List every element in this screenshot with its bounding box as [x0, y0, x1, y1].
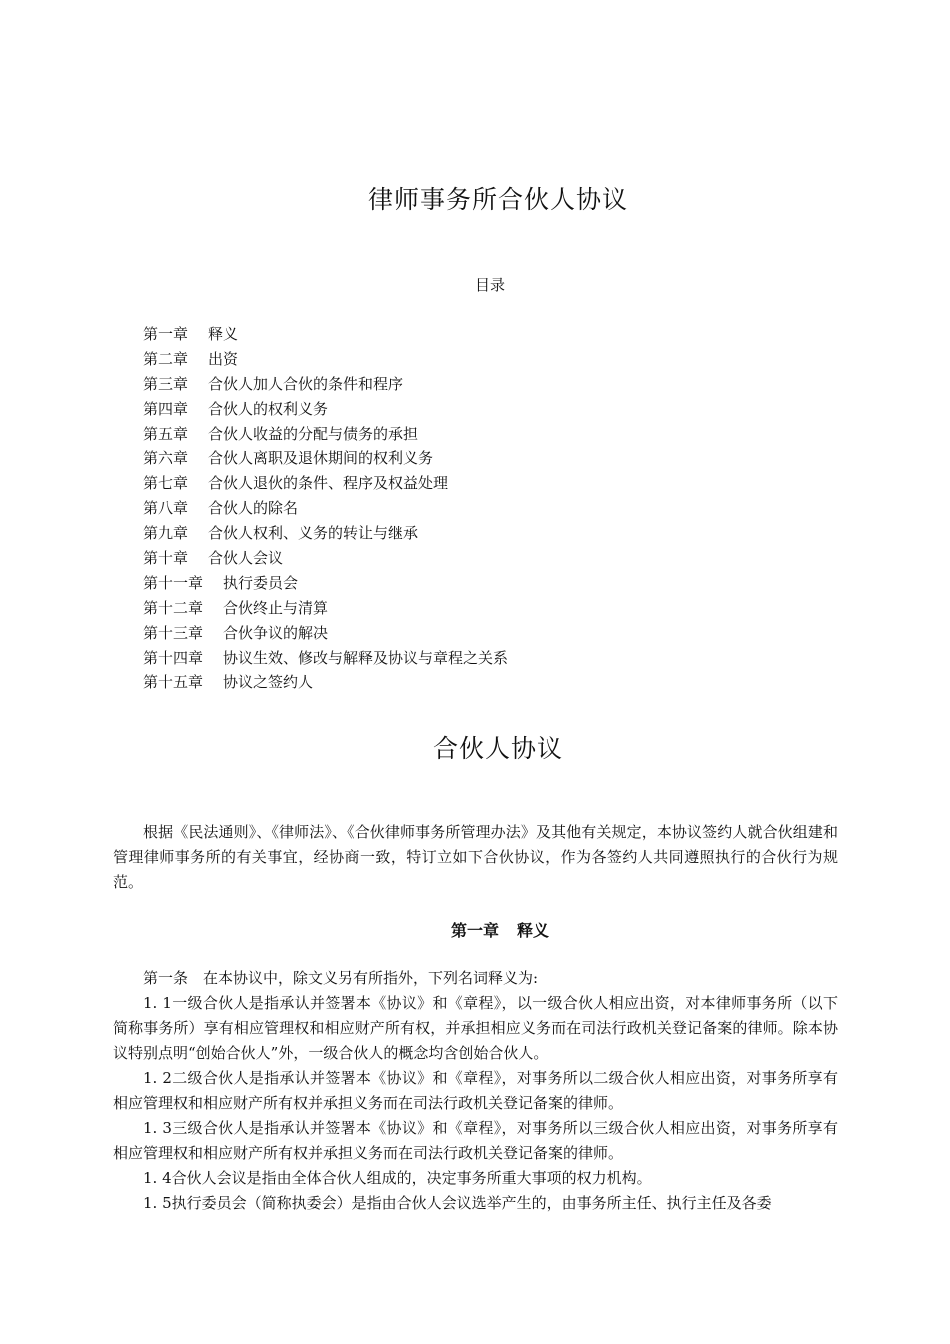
toc-chapter-title: 合伙人离职及退休期间的权利义务: [208, 449, 434, 468]
toc-chapter-title: 合伙人的权利义务: [208, 399, 329, 418]
toc-chapter-number: 第一章: [143, 325, 189, 343]
agreement-title: 合伙人协议: [432, 734, 563, 763]
article-paragraph: 1. 1一级合伙人是指承认并签署本《协议》和《章程》，以一级合伙人相应出资，对本律师事务所（以下简称事务所）享有相应管理权和相应财产所有权，并承担相应义务而在司法行政机关登记备案的律师。除本协议特别点明“创始合伙人”外，一级合伙人的概念均含创始合伙人。: [113, 994, 838, 1062]
chapter-title: 释义: [517, 921, 550, 940]
toc-entry: [143, 596, 508, 621]
toc-chapter-number: 第六章: [143, 449, 189, 468]
chapter-number: 第一章: [450, 921, 499, 940]
toc-chapter-title: 协议之签约人: [223, 673, 314, 692]
toc-chapter-number: 第五章: [143, 424, 189, 443]
toc-chapter-title: 出资: [208, 349, 239, 368]
toc-entry: [143, 621, 508, 646]
toc-entry: [143, 670, 508, 695]
toc-chapter-number: 第八章: [143, 499, 189, 518]
article-paragraph: 1. 4合伙人会议是指由全体合伙人组成的，决定事务所重大事项的权力机构。: [143, 1169, 652, 1187]
toc-chapter-number: 第九章: [143, 524, 189, 543]
toc-entry: [143, 646, 508, 671]
toc-title: 目录: [474, 276, 505, 294]
toc-entry: [143, 571, 508, 596]
toc-chapter-title: 执行委员会: [223, 573, 299, 592]
toc-chapter-title: 合伙争议的解决: [223, 623, 329, 642]
toc-chapter-title: 合伙人的除名: [208, 499, 299, 518]
toc-chapter-number: 第三章: [143, 374, 189, 393]
article-paragraph: 1. 5执行委员会（简称执委会）是指由合伙人会议选举产生的，由事务所主任、执行主任及各委: [143, 1194, 772, 1212]
toc-entry: [143, 496, 508, 521]
toc-chapter-title: 合伙终止与清算: [223, 598, 329, 617]
toc-entry: [143, 546, 508, 571]
toc-chapter-title: 合伙人权利、义务的转让与继承: [208, 524, 419, 543]
article-section: [113, 966, 838, 1216]
toc-chapter-number: 第十三章: [143, 623, 204, 642]
toc-chapter-number: 第四章: [143, 399, 189, 418]
toc-entry: [143, 471, 508, 496]
toc-chapter-number: 第十四章: [143, 648, 204, 667]
article-paragraph: 1. 2二级合伙人是指承认并签署本《协议》和《章程》，对事务所以二级合伙人相应出资，对事务所享有相应管理权和相应财产所有权并承担义务而在司法行政机关登记备案的律师。: [113, 1069, 838, 1112]
toc-entry: [143, 347, 508, 372]
toc-entry: [143, 422, 508, 447]
toc-chapter-number: 第十五章: [143, 673, 204, 692]
preamble-paragraph: 根据《民法通则》、《律师法》、《合伙律师事务所管理办法》及其他有关规定，本协议签约人就合伙组建和管理律师事务所的有关事宜，经协商一致，特订立如下合伙协议，作为各签约人共同遵照执行的合伙行为规范。: [113, 823, 838, 891]
chapter-heading: [50, 918, 950, 941]
toc-entry: [143, 446, 508, 471]
toc-entry: [143, 322, 508, 347]
document-title: 律师事务所合伙人协议: [367, 185, 628, 214]
toc-chapter-title: 合伙人加人合伙的条件和程序: [208, 374, 404, 393]
toc-chapter-number: 第七章: [143, 474, 189, 493]
toc-chapter-title: 释义: [208, 325, 239, 343]
toc-chapter-number: 第十一章: [143, 573, 204, 592]
toc-chapter-title: 协议生效、修改与解释及协议与章程之关系: [223, 648, 509, 667]
toc-entry: [143, 397, 508, 422]
toc-chapter-title: 合伙人会议: [208, 549, 284, 568]
toc-entry: [143, 372, 508, 397]
article-paragraph: 第一条 在本协议中，除文义另有所指外，下列名词释义为:: [143, 969, 539, 987]
toc-entry: [143, 521, 508, 546]
toc-chapter-number: 第十章: [143, 549, 189, 568]
article-paragraph: 1. 3三级合伙人是指承认并签署本《协议》和《章程》，对事务所以三级合伙人相应出资，对事务所享有相应管理权和相应财产所有权并承担义务而在司法行政机关登记备案的律师。: [113, 1119, 838, 1162]
toc-chapter-number: 第十二章: [143, 598, 204, 617]
toc-chapter-title: 合伙人退伙的条件、程序及权益处理: [208, 474, 449, 493]
table-of-contents: [143, 322, 508, 695]
toc-chapter-title: 合伙人收益的分配与债务的承担: [208, 424, 419, 443]
toc-chapter-number: 第二章: [143, 349, 189, 368]
